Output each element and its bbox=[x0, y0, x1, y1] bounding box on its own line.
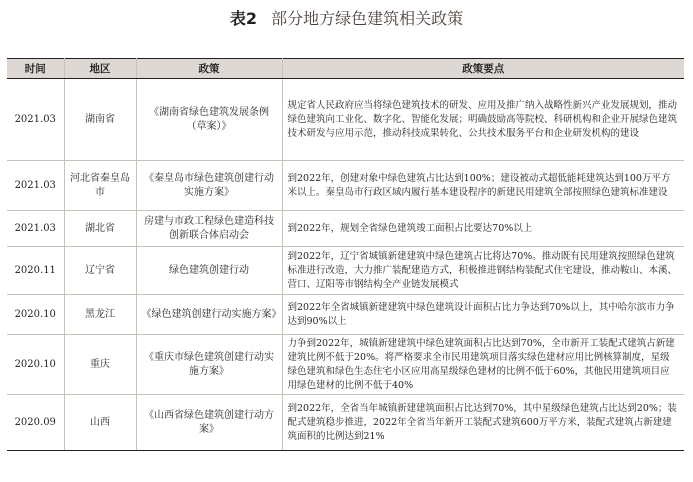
table-title bbox=[0, 8, 693, 30]
cell-time: 2021.03 bbox=[7, 161, 64, 211]
cell-points: 到2022年，辽宁省城镇新建建筑中绿色建筑占比将达70%。推动既有民用建筑按照绿色建筑标准进行改造，大力推广装配建造方式，积极推进钢结构装配式住宅建设，推动鞍山、本溪、营口、辽阳等市钢结构全产业链发展模式 bbox=[282, 247, 684, 295]
table-row bbox=[7, 247, 684, 295]
header-region: 地区 bbox=[64, 59, 136, 79]
table-row bbox=[7, 79, 684, 161]
cell-time: 2021.03 bbox=[7, 79, 64, 161]
cell-region: 湖北省 bbox=[64, 211, 136, 247]
cell-policy: 《湖南省绿色建筑发展条例（草案）》 bbox=[136, 79, 282, 161]
cell-region: 黑龙江 bbox=[64, 295, 136, 335]
cell-time: 2020.10 bbox=[7, 295, 64, 335]
table-row bbox=[7, 161, 684, 211]
header-points: 政策要点 bbox=[282, 59, 684, 79]
cell-points: 到2022年，创建对象中绿色建筑占比达到100%；建设被动式超低能耗建筑达到100万平方米以上。秦皇岛市行政区域内履行基本建设程序的新建民用建筑全部按照绿色建筑标准建设 bbox=[282, 161, 684, 211]
cell-points: 到2022年全省城镇新建建筑中绿色建筑设计面积占比力争达到70%以上，其中哈尔滨市力争达到90%以上 bbox=[282, 295, 684, 335]
cell-points: 规定省人民政府应当将绿色建筑技术的研发、应用及推广纳入战略性新兴产业发展规划，推动绿色建筑向工业化、数字化、智能化发展；明确鼓励高等院校、科研机构和企业开展绿色建筑技术研发与应用示范，推动科技成果转化、公共技术服务平台和企业研发机构的建设 bbox=[282, 79, 684, 161]
cell-policy: 《秦皇岛市绿色建筑创建行动实施方案》 bbox=[136, 161, 282, 211]
cell-points: 到2022年，规划全省绿色建筑竣工面积占比要达70%以上 bbox=[282, 211, 684, 247]
policy-table bbox=[7, 58, 684, 451]
cell-policy: 绿色建筑创建行动 bbox=[136, 247, 282, 295]
cell-policy: 《重庆市绿色建筑创建行动实施方案》 bbox=[136, 335, 282, 395]
table-header-row bbox=[7, 59, 684, 79]
cell-region: 河北省秦皇岛市 bbox=[64, 161, 136, 211]
cell-points: 到2022年，全省当年城镇新建建筑面积占比达到70%，其中星级绿色建筑占比达到20%；装配式建筑稳步推进，2022年全省当年新开工装配式建筑600万平方米，装配式建筑占新建建筑面积的比例达到21% bbox=[282, 395, 684, 451]
cell-region: 重庆 bbox=[64, 335, 136, 395]
table-row bbox=[7, 335, 684, 395]
cell-region: 山西 bbox=[64, 395, 136, 451]
table-row bbox=[7, 211, 684, 247]
cell-policy: 《山西省绿色建筑创建行动方案》 bbox=[136, 395, 282, 451]
table-row bbox=[7, 295, 684, 335]
cell-time: 2020.09 bbox=[7, 395, 64, 451]
header-policy: 政策 bbox=[136, 59, 282, 79]
cell-points: 力争到2022年，城镇新建建筑中绿色建筑面积占比达到70%，全市新开工装配式建筑占新建建筑比例不低于20%。将严格要求全市民用建筑项目落实绿色建材应用比例核算制度，星级绿色建筑和绿色生态住宅小区应用高星级绿色建材的比例不低于60%，其他民用建筑项目应用绿色建材的比例不低于40% bbox=[282, 335, 684, 395]
table-title-text: 部分地方绿色建筑相关政策 bbox=[271, 9, 464, 28]
cell-region: 辽宁省 bbox=[64, 247, 136, 295]
cell-policy: 《绿色建筑创建行动实施方案》 bbox=[136, 295, 282, 335]
cell-time: 2020.11 bbox=[7, 247, 64, 295]
header-time: 时间 bbox=[7, 59, 64, 79]
cell-region: 湖南省 bbox=[64, 79, 136, 161]
cell-time: 2020.10 bbox=[7, 335, 64, 395]
cell-policy: 房建与市政工程绿色建造科技创新联合体启动会 bbox=[136, 211, 282, 247]
cell-time: 2021.03 bbox=[7, 211, 64, 247]
table-number: 表2 bbox=[229, 9, 258, 28]
table-row bbox=[7, 395, 684, 451]
